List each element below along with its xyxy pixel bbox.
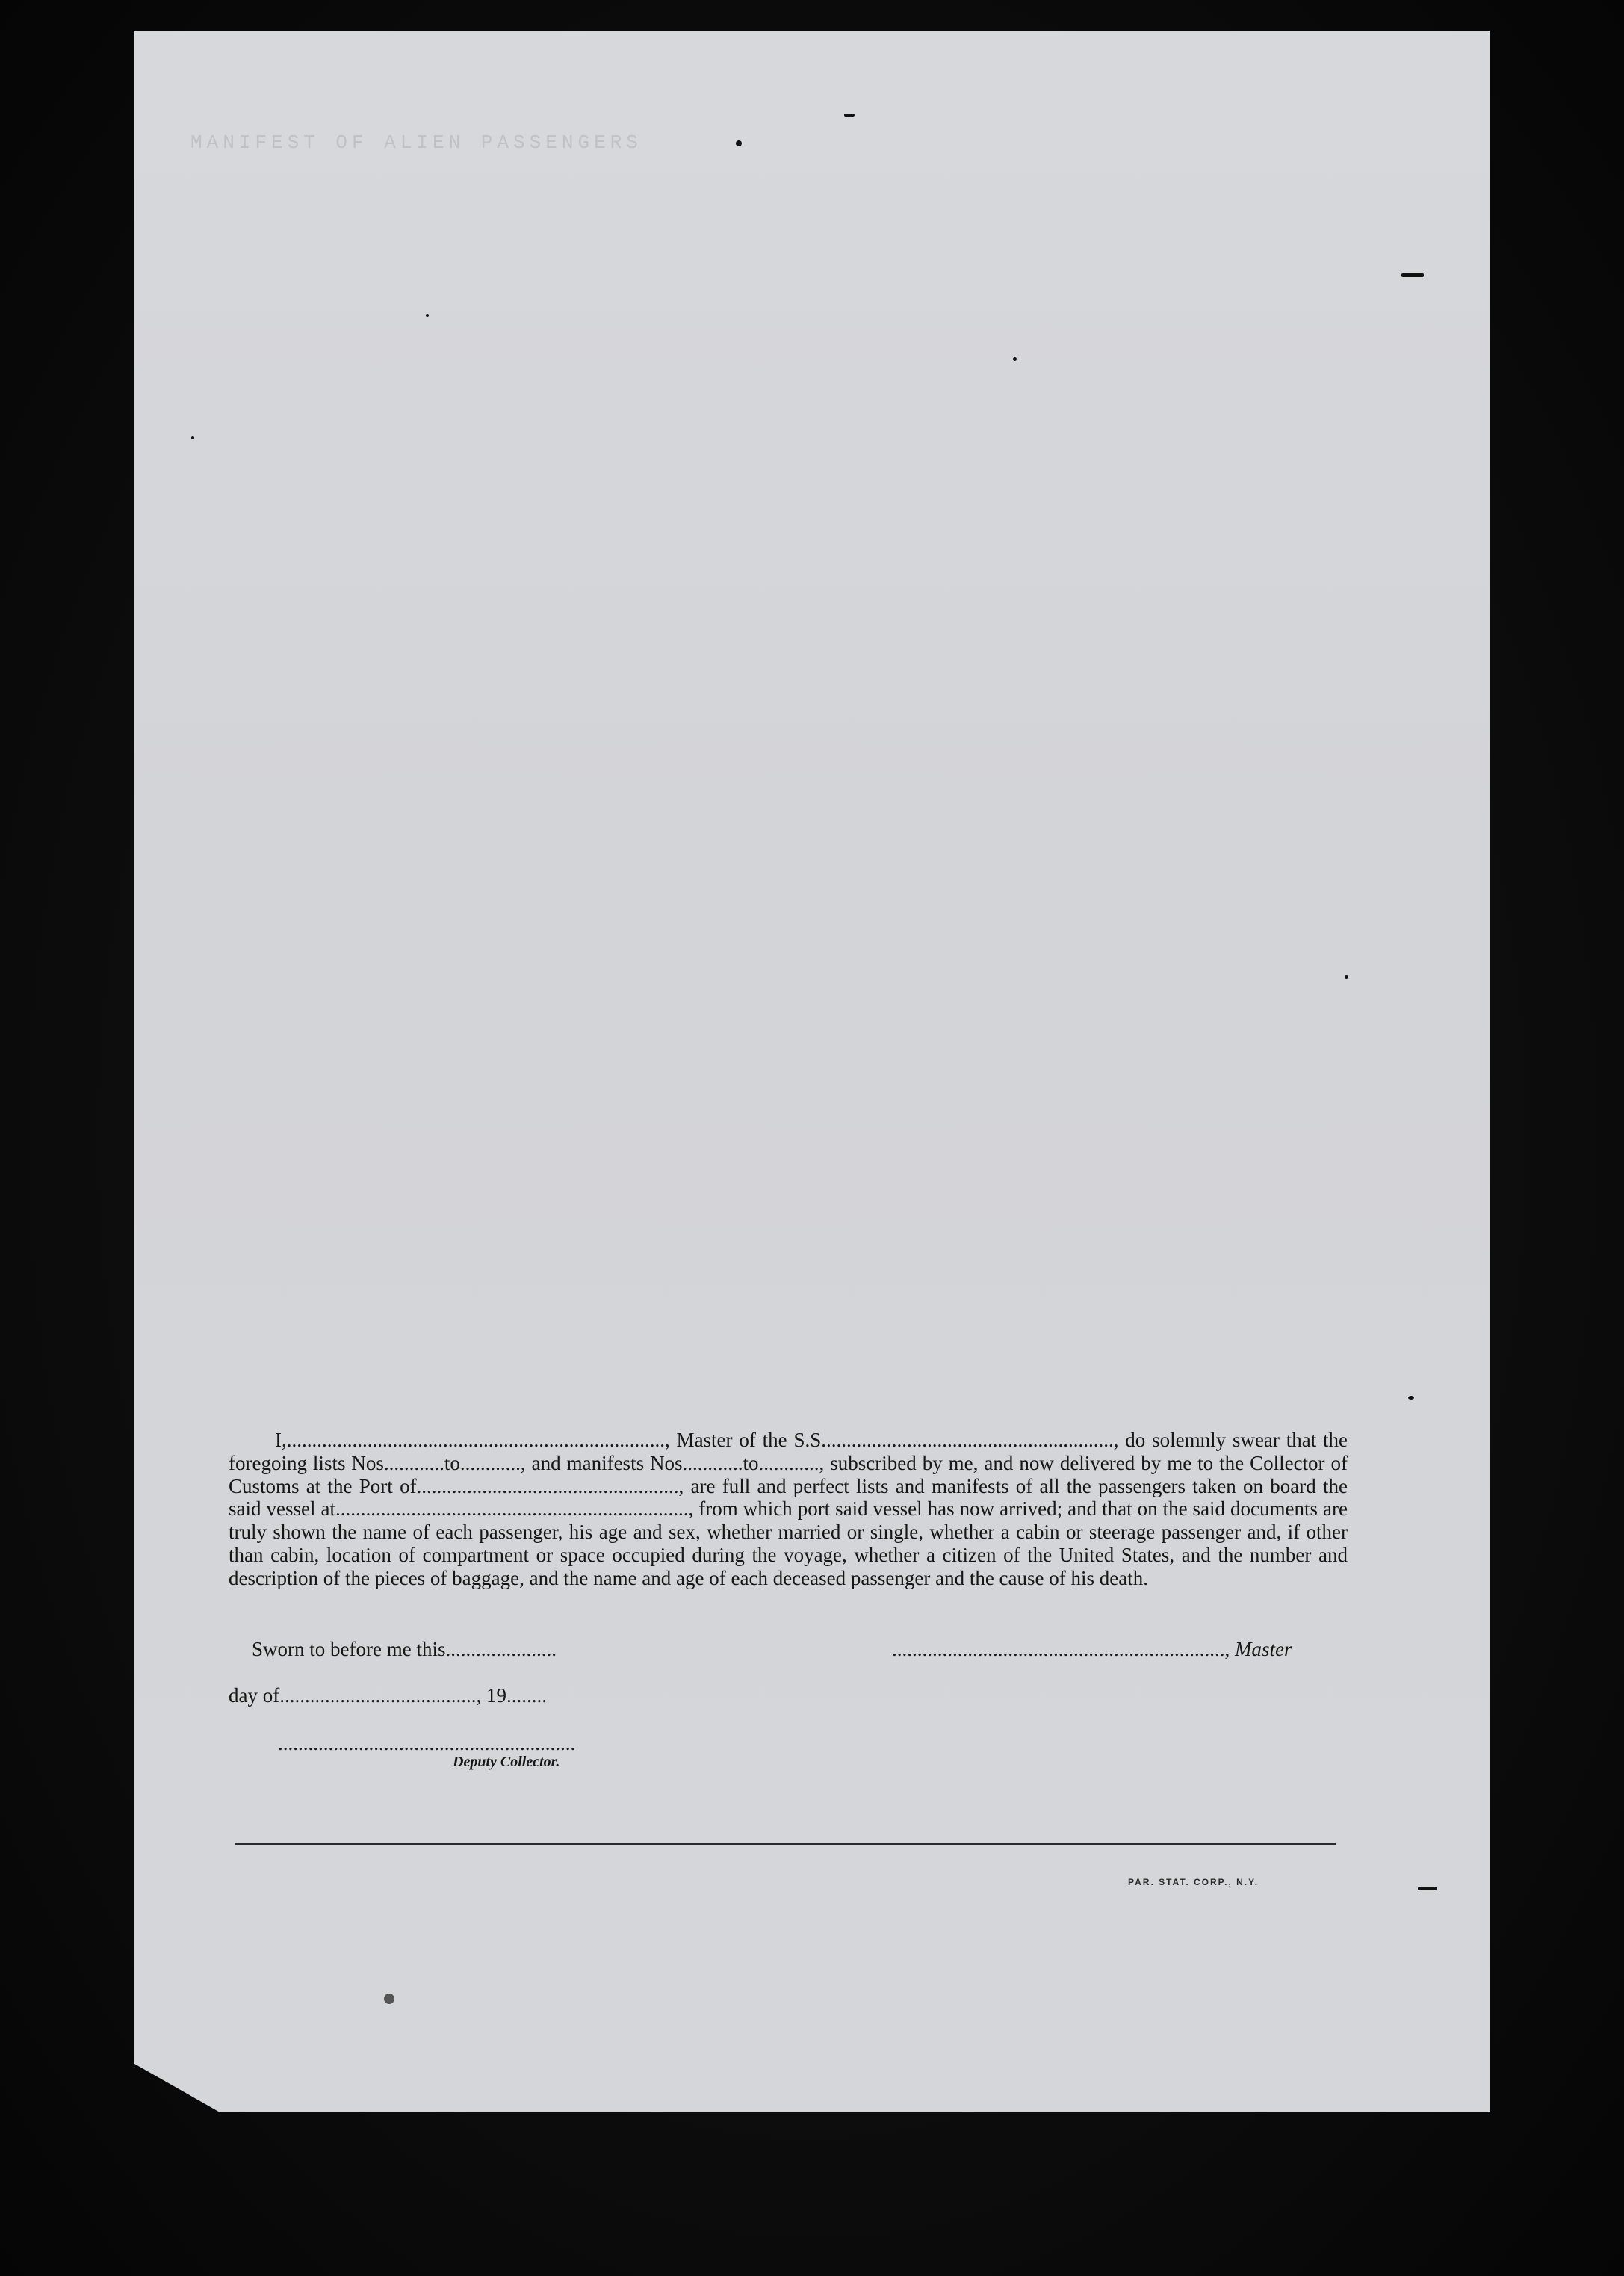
oath-line-7: or space occupied during the voyage, whether a citizen of the United States, and the number and description of the pieces [229,1543,1348,1589]
oath-line-4: manifests of all the passengers taken on board the said vessel at......................................................................, from which [229,1474,1348,1521]
ink-speck [1345,975,1348,979]
ink-speck [736,140,742,146]
deputy-signature-dots: ........................................................... [278,1732,576,1754]
document-page [134,31,1490,2112]
oath-line-5: port said vessel has now arrived; and that on the said documents are truly shown the name of each passenger, his age and [229,1497,1348,1544]
oath-line-2: swear that the foregoing lists Nos............to............, and manifests Nos............to............, subscribed by me, and now [229,1429,1348,1474]
ink-speck [191,436,194,439]
master-signature-dots: .................................................................., [892,1638,1230,1660]
day-of-line: day of......................................., 19........ [229,1684,547,1707]
oath-line-3: delivered by me to the Collector of Customs at the Port of...................................................., are full and perfect lists and [229,1451,1348,1497]
ink-speck [844,114,855,117]
printer-mark: PAR. STAT. CORP., N.Y. [1128,1877,1259,1887]
sworn-line: Sworn to before me this...................... [252,1638,557,1660]
bleed-through-text: MANIFEST OF ALIEN PASSENGERS [190,132,642,154]
ink-speck [1401,273,1424,277]
ink-speck [1013,357,1017,361]
master-signature-line [892,1638,1292,1661]
ink-speck [384,1994,394,2004]
oath-line-6: sex, whether married or single, whether a cabin or steerage passenger and, if other than cabin, location of compartment [229,1521,1348,1566]
ink-speck [1418,1887,1437,1890]
horizontal-rule [235,1843,1336,1845]
ink-speck [426,314,429,317]
oath-paragraph [229,1429,1348,1590]
oath-line-8: of baggage, and the name and age of each deceased passenger and the cause of his death. [430,1566,1148,1589]
deputy-collector-label: Deputy Collector. [453,1754,560,1770]
ink-speck [1408,1396,1414,1400]
master-label: Master [1235,1638,1292,1660]
oath-line-1: I,..........................................................................., Master of the S.S.........................................................., do solemnly [275,1429,1227,1451]
